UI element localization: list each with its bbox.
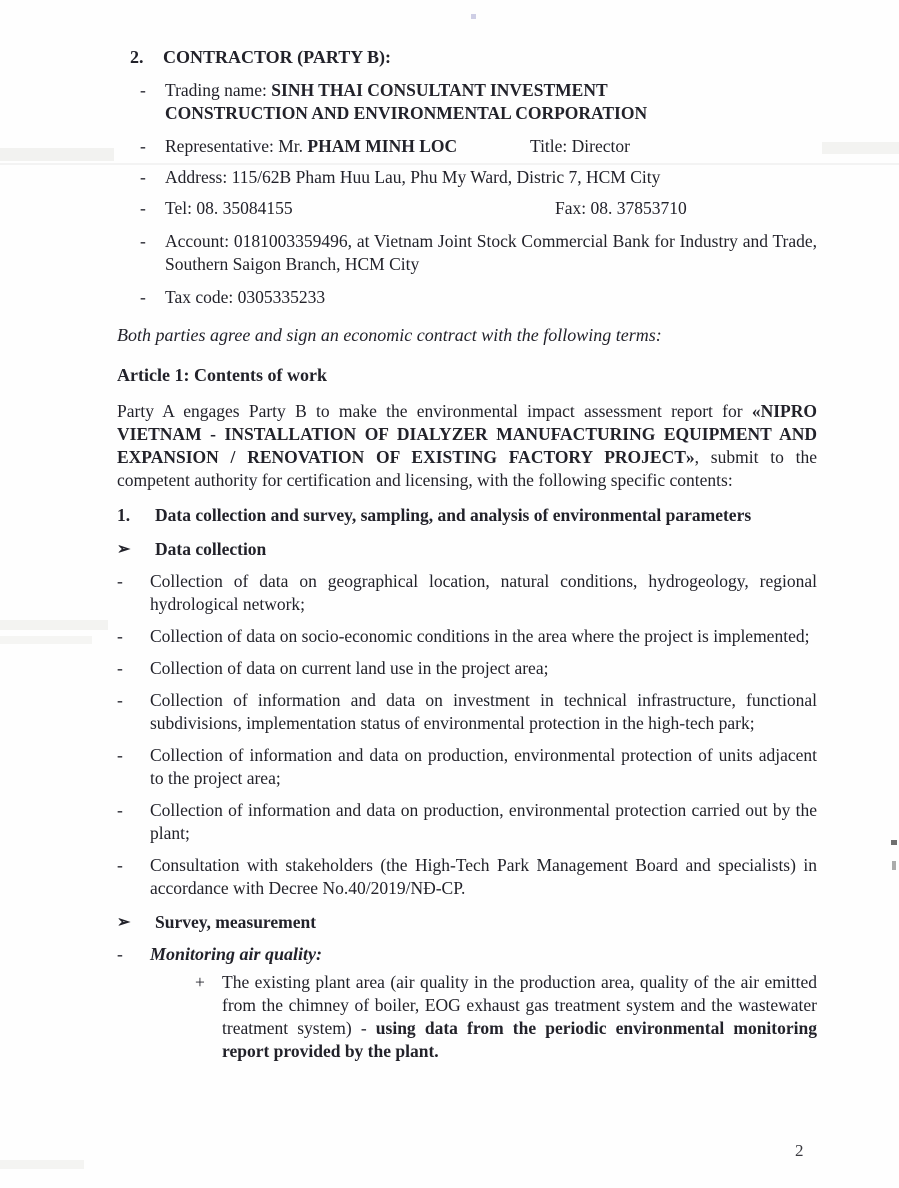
monitoring-sub-text — [222, 971, 817, 1063]
monitoring-heading: Monitoring air quality: — [150, 944, 323, 964]
work-item-1 — [117, 504, 817, 527]
dash-bullet: - — [140, 80, 146, 100]
monitoring-sub-normal: The existing plant area (air quality in the production area, quality of the air emitted from the chimney of boiler, EOG exhaust gas treatment system and the wastewater treatment system) - — [222, 972, 817, 1038]
fax-value: Fax: 08. 37853710 — [555, 198, 687, 218]
section-title: CONTRACTOR (PARTY B): — [163, 47, 392, 67]
monitoring-sub-bold: using data from the periodic environmental monitoring report provided by the plant. — [222, 1018, 817, 1061]
intro-post: , submit to the competent authority for certification and licensing, with the following specific contents: — [117, 447, 817, 490]
representative-name: PHAM MINH LOC — [307, 136, 458, 156]
trading-name-text — [165, 79, 817, 125]
tel-fax-row — [117, 197, 817, 220]
trading-name-label: Trading name: — [165, 80, 272, 100]
dash-bullet: - — [140, 167, 146, 187]
dash-bullet: - — [117, 745, 123, 765]
scan-speck — [891, 840, 897, 845]
collection-item-text: Collection of data on socio-economic conditions in the area where the project is implemented; — [150, 626, 810, 646]
tel-text — [165, 197, 817, 220]
address-row — [117, 166, 817, 189]
collection-item-text: Collection of data on current land use in the project area; — [150, 658, 549, 678]
collection-item-text: Collection of information and data on investment in technical infrastructure, functional subdivisions, implementation status of environmental protection in the high-tech park; — [150, 690, 817, 733]
dash-bullet: - — [117, 855, 123, 875]
collection-item — [117, 799, 817, 845]
collection-item — [117, 625, 817, 648]
collection-item — [117, 744, 817, 790]
arrow-bullet-icon: ➢ — [117, 541, 131, 558]
representative-text — [165, 135, 817, 158]
monitoring-sub-item — [195, 971, 817, 1063]
account-text: Account: 0181003359496, at Vietnam Joint Stock Commercial Bank for Industry and Trade, Southern Saigon Branch, HCM City — [165, 231, 817, 274]
representative-label: Representative: Mr. — [165, 136, 308, 156]
collection-item-text: Collection of information and data on production, environmental protection of units adjacent to the project area; — [150, 745, 817, 788]
trading-name-value-line2: CONSTRUCTION AND ENVIRONMENTAL CORPORATION — [165, 103, 648, 123]
trading-name-value-line1: SINH THAI CONSULTANT INVESTMENT — [271, 80, 608, 100]
dash-bullet: - — [117, 658, 123, 678]
collection-item-text: Collection of data on geographical location, natural conditions, hydrogeology, regional hydrological network; — [150, 571, 817, 614]
arrow-bullet-icon: ➢ — [117, 914, 131, 931]
plus-bullet: + — [195, 972, 205, 992]
tax-code-text: Tax code: 0305335233 — [165, 287, 326, 307]
dash-bullet: - — [140, 136, 146, 156]
page-number: 2 — [795, 1141, 804, 1160]
scan-band — [0, 148, 114, 161]
address-text: Address: 115/62B Pham Huu Lau, Phu My Ward, Distric 7, HCM City — [165, 167, 661, 187]
collection-item — [117, 689, 817, 735]
tax-code-row — [117, 286, 817, 309]
monitoring-air-quality-row — [117, 943, 817, 966]
scan-speck — [471, 14, 476, 19]
representative-row — [117, 135, 817, 158]
scan-band — [822, 142, 899, 154]
dash-bullet: - — [117, 800, 123, 820]
data-collection-heading: Data collection — [155, 539, 267, 559]
dash-bullet: - — [140, 231, 146, 251]
intro-pre: Party A engages Party B to make the environmental impact assessment report for — [117, 401, 752, 421]
dash-bullet: - — [117, 571, 123, 591]
representative-title: Title: Director — [530, 136, 630, 156]
scan-speck — [892, 861, 896, 870]
article1-heading: Article 1: Contents of work — [117, 365, 327, 385]
scan-band — [0, 636, 92, 644]
collection-item-text: Collection of information and data on production, environmental protection carried out by the plant; — [150, 800, 817, 843]
scan-band — [0, 620, 108, 630]
dash-bullet: - — [140, 198, 146, 218]
account-row — [117, 230, 817, 276]
intro-project-name: «NIPRO VIETNAM - INSTALLATION OF DIALYZER MANUFACTURING EQUIPMENT AND EXPANSION / RENOVATION OF EXISTING FACTORY PROJECT» — [117, 401, 817, 467]
collection-item — [117, 570, 817, 616]
trading-name-row — [117, 79, 817, 125]
item-title: Data collection and survey, sampling, and analysis of environmental parameters — [155, 505, 752, 525]
collection-item — [117, 657, 817, 680]
contractor-section-heading — [117, 46, 817, 69]
tel-value: Tel: 08. 35084155 — [165, 198, 293, 218]
article1-intro-paragraph — [117, 400, 817, 492]
collection-item-text: Consultation with stakeholders (the High-Tech Park Management Board and specialists) in accordance with Decree No.40/2019/NĐ-CP. — [150, 855, 817, 898]
scan-band — [0, 1160, 84, 1169]
item-number: 1. — [117, 505, 131, 525]
dash-bullet: - — [140, 287, 146, 307]
document-content — [117, 46, 817, 1063]
dash-bullet: - — [117, 626, 123, 646]
collection-item — [117, 854, 817, 900]
section-number: 2. — [130, 47, 144, 67]
agreement-line: Both parties agree and sign an economic contract with the following terms: — [117, 325, 662, 345]
survey-heading-row — [117, 911, 817, 934]
survey-heading: Survey, measurement — [155, 912, 317, 932]
dash-bullet: - — [117, 690, 123, 710]
data-collection-heading-row — [117, 538, 817, 561]
dash-bullet: - — [117, 944, 123, 964]
